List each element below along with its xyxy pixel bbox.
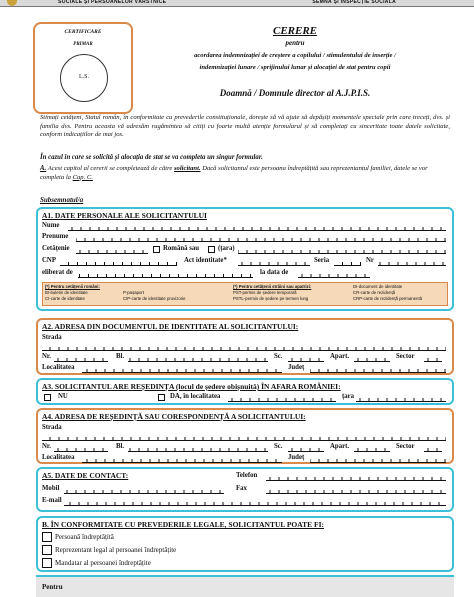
mandatar-checkbox[interactable] [42, 558, 52, 568]
chapter-c-link[interactable]: Cap. C. [72, 173, 93, 181]
persoana-indreptatita-checkbox[interactable] [42, 532, 52, 542]
logo-icon [7, 0, 17, 6]
section-a1-personal-data [36, 207, 454, 311]
a4-judet-field[interactable] [310, 455, 446, 463]
email-label: E-mail [42, 497, 62, 504]
eliberat-field[interactable] [78, 270, 253, 278]
romana-checkbox[interactable] [153, 246, 160, 253]
legend-foreign-header: (*) Pentru cetățenii străini sau apatrizi: [233, 284, 312, 289]
form-title: CERERE [272, 25, 318, 37]
a4-apart-field[interactable] [354, 444, 390, 452]
a4-nr-label: Nr. [42, 443, 52, 450]
cnp-label: CNP [42, 257, 56, 264]
subsemnat-label: Subsemnatul/a [40, 196, 84, 204]
single-form-note: În cazul în care se solicită și alocația de stat se va completa un singur formular. [40, 154, 263, 161]
email-field[interactable] [64, 498, 446, 506]
telefon-label: Telefon [236, 472, 258, 479]
seria-label: Seria [314, 257, 330, 264]
a2-sc-field[interactable] [288, 354, 324, 362]
section-a2-id-address [36, 318, 454, 375]
fax-label: Fax [236, 485, 247, 492]
eliberat-label: eliberat de [42, 269, 73, 276]
stamp-line1: CERTIFICARE [64, 29, 102, 35]
a4-judet-label: Județ [288, 454, 305, 461]
a2-nr-field[interactable] [54, 354, 108, 362]
a2-localitatea-label: Localitatea [42, 364, 75, 371]
a2-judet-label: Județ [288, 364, 305, 371]
nr-act-label: Nr [366, 257, 374, 264]
chapter-a-label: A. [40, 165, 47, 172]
legend-cip: CIP-carte de identitate provizorie [123, 295, 186, 301]
seal-label: L.S. [78, 74, 89, 80]
a3-nu-label: NU [58, 393, 68, 400]
a4-apart-label: Apart. [330, 443, 350, 450]
la-data-field[interactable] [298, 270, 370, 278]
a3-localitatea-field[interactable] [228, 394, 336, 402]
reprezentant-legal-checkbox[interactable] [42, 545, 52, 555]
a2-strada-field[interactable] [42, 343, 446, 351]
chapter-a-text-1: Acest capitol al cererii se completează de către [46, 165, 174, 172]
chapter-a-solicitant: solicitant. [173, 165, 201, 172]
fax-field[interactable] [266, 486, 446, 494]
a4-bl-label: Bl. [116, 443, 125, 450]
romana-label: Română sau [163, 245, 200, 252]
telefon-field[interactable] [266, 473, 446, 481]
nume-label: Nume [42, 222, 60, 229]
form-addressee: Doamnă / Domnule director al A.J.P.I.S. [219, 88, 371, 98]
legend-di: DI-document de identitate [353, 284, 403, 289]
persoana-indreptatita-label: Persoană îndreptățită [55, 533, 114, 541]
legend-pst: PST-permis de ședere temporară [233, 289, 297, 295]
id-document-legend [42, 282, 448, 306]
a4-bl-field[interactable] [128, 444, 268, 452]
cetatenie-label: Cetățenie [42, 245, 70, 252]
la-data-label: la data de [260, 269, 289, 276]
a4-localitatea-label: Localitatea [42, 454, 75, 461]
legend-ci: CI-carte de identitate [45, 295, 85, 301]
a4-nr-field[interactable] [54, 444, 108, 452]
stamp-line2: PRIMAR [73, 42, 93, 47]
act-identitate-field[interactable] [238, 258, 310, 266]
section-a4-correspondence-address [36, 408, 454, 464]
section-a3-residence-abroad [36, 378, 454, 405]
legend-pstl: PSTL-permis de ședere pe termen lung [233, 295, 309, 301]
nume-field[interactable] [68, 223, 446, 231]
a2-apart-label: Apart. [330, 353, 350, 360]
section-a5-contact [36, 467, 454, 512]
a3-da-label: DA, în localitatea [170, 393, 221, 400]
a4-sector-label: Sector [396, 443, 415, 450]
legend-romanian-header: (*) Pentru cetățenii români: [45, 284, 100, 289]
a4-strada-label: Strada [42, 424, 62, 431]
section-a4-header: A4. ADRESA DE REȘEDINȚĂ SAU CORESPONDENȚĂ A SOLICITANTULUI: [42, 412, 306, 421]
a2-apart-field[interactable] [354, 354, 390, 362]
a4-localitatea-field[interactable] [82, 455, 282, 463]
top-right-text: SEMNĂ ȘI INSPECȚIE SOCIALĂ [312, 0, 396, 5]
legend-p: P-pașaport [123, 290, 145, 295]
prenume-field[interactable] [76, 234, 446, 242]
mobil-label: Mobil [42, 485, 60, 492]
section-a1-header: A1. DATE PERSONALE ALE SOLICITANTULUI [42, 211, 207, 220]
section-a3-header: A3. SOLICITANTUL ARE REȘEDINȚA (locul de ședere obișnuită) ÎN AFARA ROMÂNIEI: [42, 382, 341, 391]
a4-sector-field[interactable] [424, 444, 442, 452]
seria-field[interactable] [334, 258, 361, 266]
footer-pentru: Pentru [42, 583, 63, 591]
cnp-field[interactable] [60, 258, 177, 266]
legend-cr: CR-carte de rezidență [353, 289, 396, 295]
chapter-a-note [40, 165, 450, 182]
intro-paragraph: Stimați cetățeni, Statul român, în conformitate cu prevederile constituționale, dorește să vă ajute să depășiți momentele speciale prin care treceți, dvs. și familia dvs. Pentru aceasta vă adresăm rugămintea să citiți cu foarte multă atenție formularul și să completați cu sinceritate toate datele solicitate, conform indicațiilor de mai jos. [40, 114, 450, 139]
a2-bl-field[interactable] [128, 354, 268, 362]
a4-sc-label: Sc. [274, 443, 283, 450]
a2-sector-field[interactable] [424, 354, 442, 362]
form-pentru: pentru [285, 39, 305, 47]
section-b-header: B. ÎN CONFORMITATE CU PREVEDERILE LEGALE, SOLICITANTUL POATE FI: [42, 520, 324, 529]
tara-field[interactable] [238, 246, 446, 254]
alta-tara-checkbox[interactable] [208, 246, 215, 253]
a2-bl-label: Bl. [116, 353, 125, 360]
legend-bi: BI-buletin de identitate [45, 289, 88, 295]
a3-tara-label: țara [342, 393, 355, 400]
a3-nu-checkbox[interactable] [44, 394, 51, 401]
mandatar-label: Mandatar al persoanei îndreptățite [55, 559, 151, 567]
footer-strip [36, 575, 454, 597]
a4-sc-field[interactable] [288, 444, 324, 452]
a3-da-checkbox[interactable] [158, 394, 165, 401]
prenume-label: Prenume [42, 233, 69, 240]
mobil-field[interactable] [64, 486, 224, 494]
act-identitate-label: Act identitate* [184, 257, 227, 264]
legend-crp: CRP-carte de rezidență permanentă [353, 295, 423, 301]
a2-strada-label: Strada [42, 334, 62, 341]
a2-judet-field[interactable] [310, 365, 446, 373]
chapter-a-text-2: Dacă solicitantul este persoana îndreptățită sau reprezentantul familiei, datele se vor completa la [40, 165, 428, 181]
section-b-applicant-type [36, 516, 454, 572]
a2-sc-label: Sc. [274, 353, 283, 360]
a2-nr-label: Nr. [42, 353, 52, 360]
form-subtitle-1: acordarea indemnizației de creștere a copilului / stimulentului de inserție / [194, 52, 396, 59]
nr-act-field[interactable] [378, 258, 446, 266]
form-subtitle-2: indemnizației lunare / sprijinului lunar și alocației de stat pentru copii [199, 64, 391, 71]
a2-localitatea-field[interactable] [82, 365, 282, 373]
cetatenie-field[interactable] [76, 246, 148, 254]
top-strip [0, 0, 474, 7]
a3-tara-field[interactable] [356, 394, 446, 402]
a2-sector-label: Sector [396, 353, 415, 360]
tara-label: (țara) [218, 245, 235, 252]
section-a5-header: A5. DATE DE CONTACT: [42, 471, 129, 480]
top-left-text: SOCIALE ȘI PERSOANELOR VÂRSTNICE [58, 0, 167, 5]
section-a2-header: A2. ADRESA DIN DOCUMENTUL DE IDENTITATE AL SOLICITANTULUI: [42, 322, 299, 331]
a4-strada-field[interactable] [42, 433, 446, 441]
certification-stamp-box [33, 22, 133, 114]
reprezentant-legal-label: Reprezentant legal al persoanei îndreptățite [55, 546, 177, 554]
